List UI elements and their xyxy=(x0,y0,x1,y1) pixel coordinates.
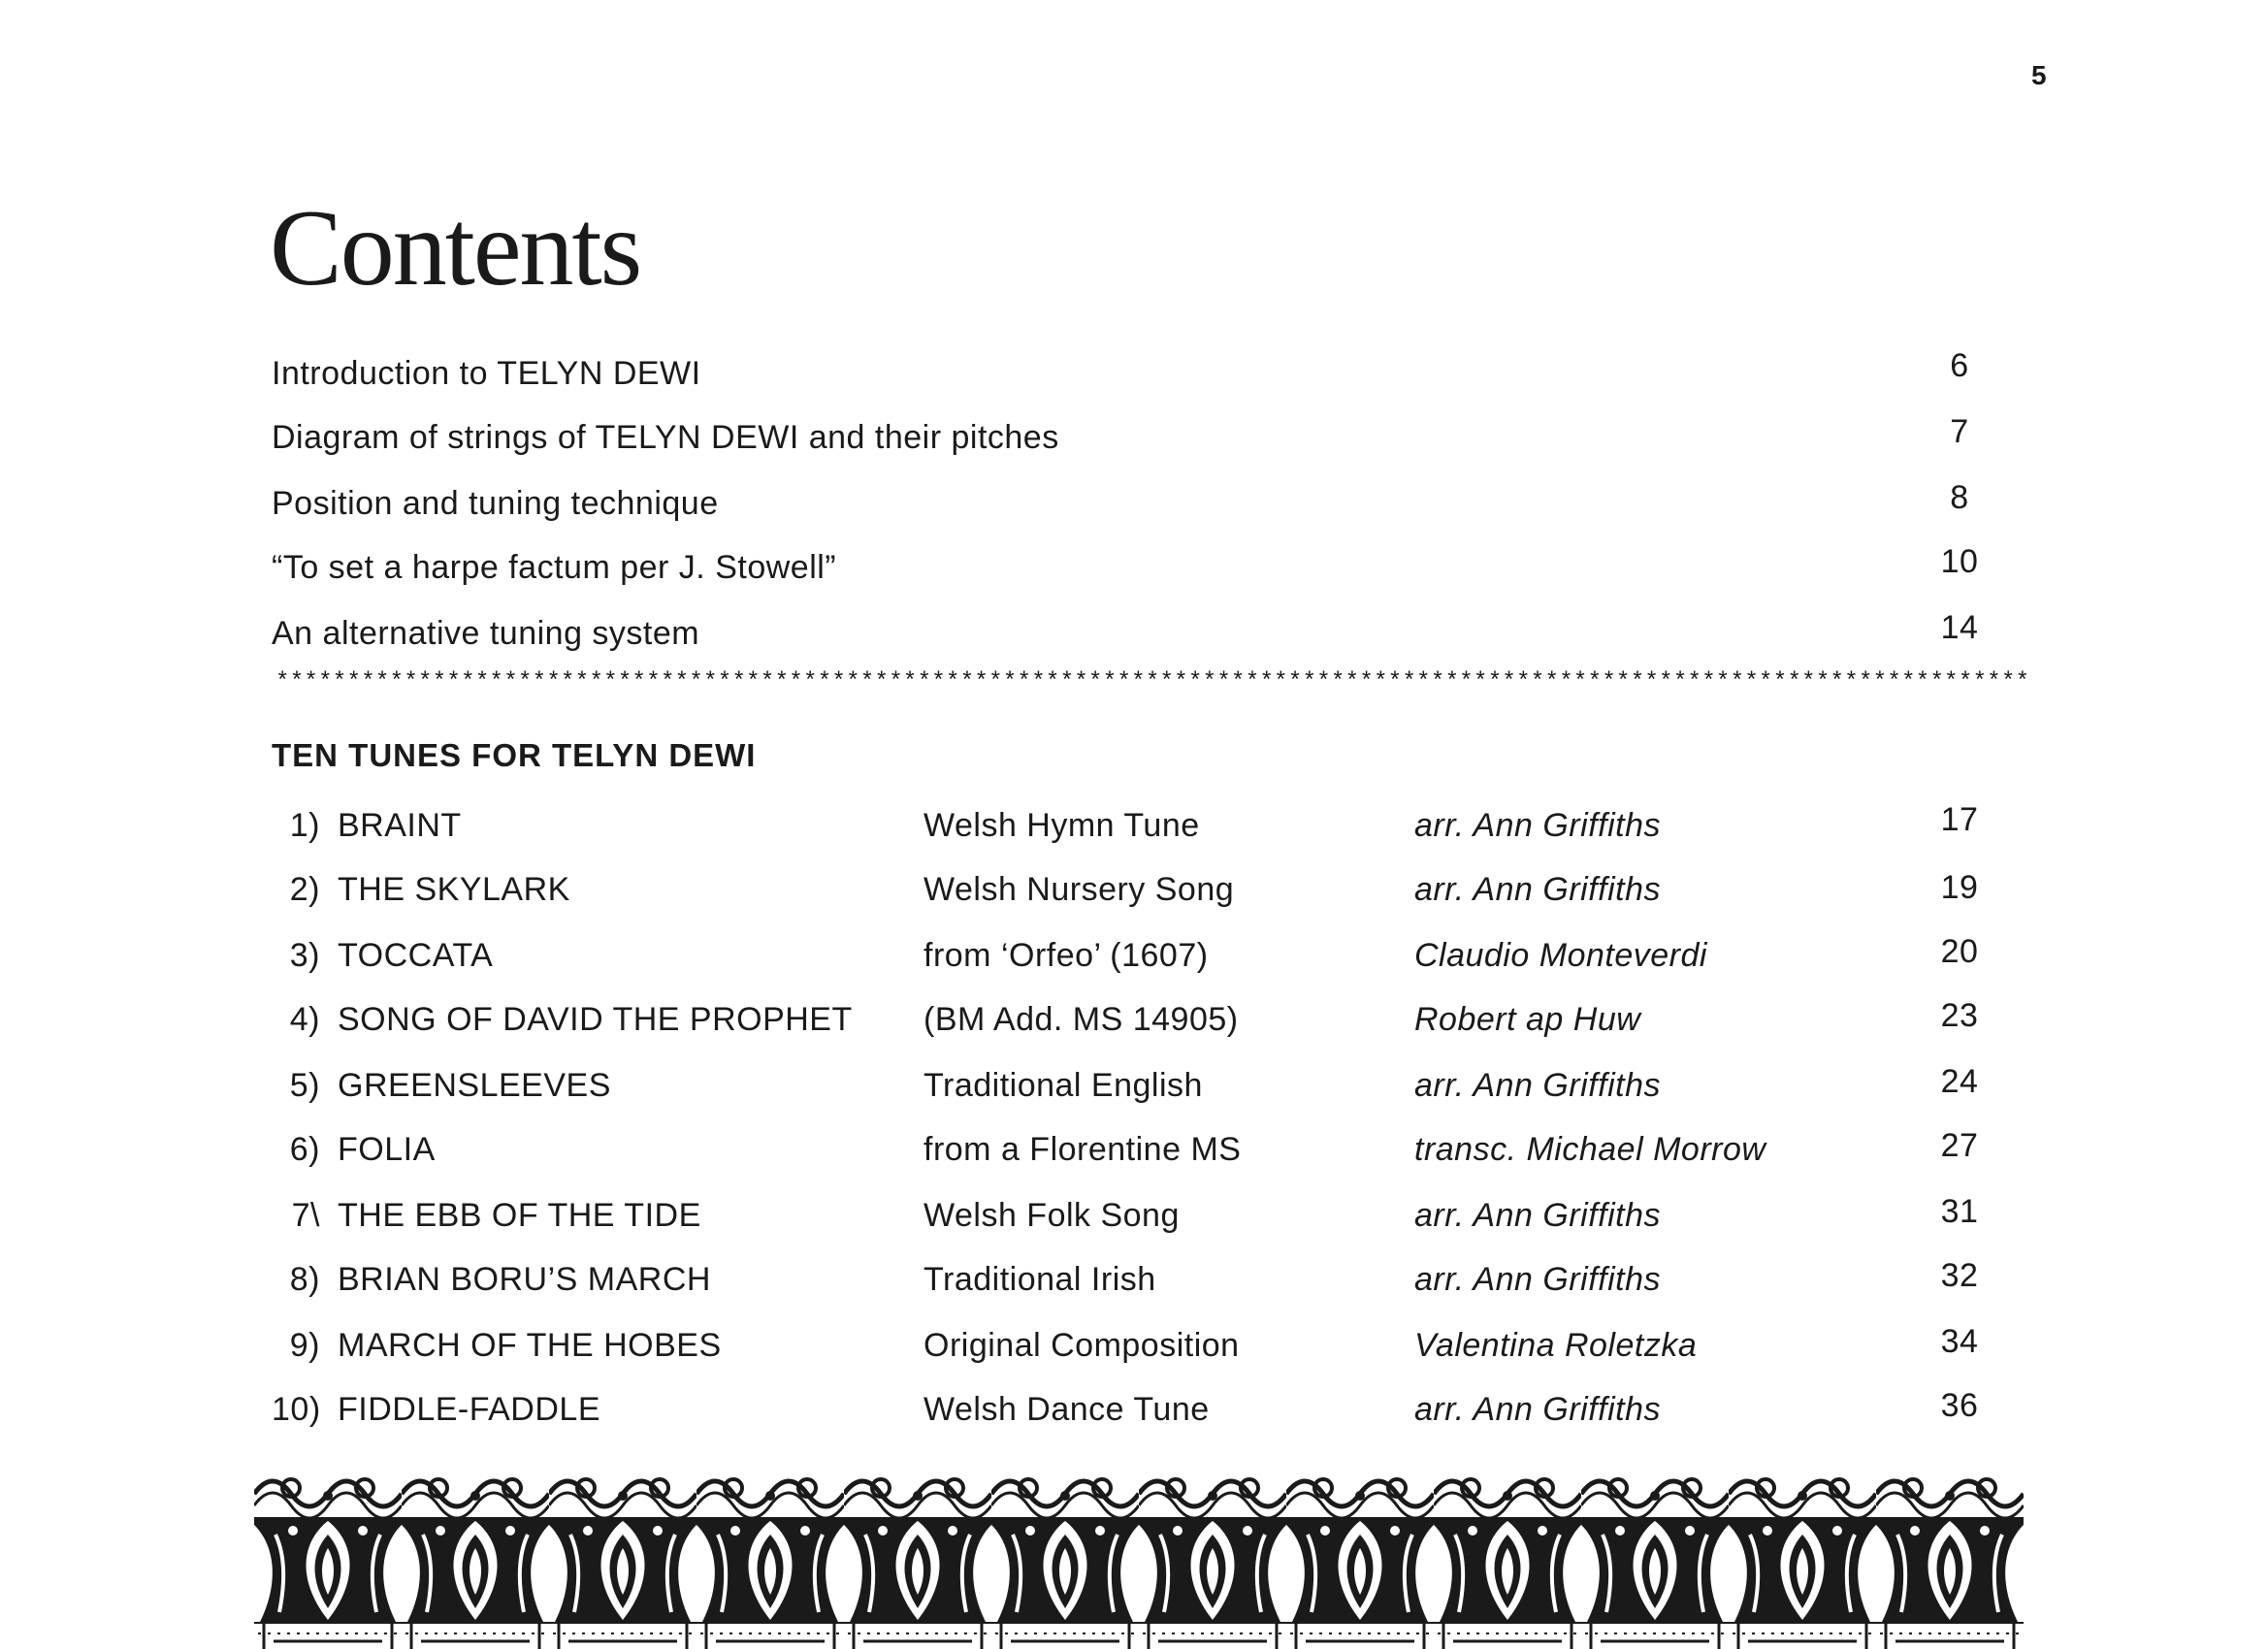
intro-item-title: “To set a harpe factum per J. Stowell” xyxy=(272,549,837,586)
tune-page: 31 xyxy=(1940,1193,1979,1230)
tune-number: 4) xyxy=(289,1001,320,1038)
tune-title: TOCCATA xyxy=(338,937,494,974)
intro-item-page: 14 xyxy=(1940,609,1979,646)
page-number: 5 xyxy=(2031,60,2047,90)
tune-row[interactable] xyxy=(0,1061,2268,1110)
tune-number: 10) xyxy=(272,1391,321,1428)
tune-number: 3) xyxy=(289,937,320,974)
intro-item[interactable] xyxy=(0,609,2268,658)
tune-row[interactable] xyxy=(0,865,2268,914)
tune-title: THE SKYLARK xyxy=(338,871,570,908)
tune-title: GREENSLEEVES xyxy=(338,1067,611,1104)
tune-row[interactable] xyxy=(0,801,2268,850)
intro-item-title: Position and tuning technique xyxy=(272,485,719,522)
tune-page: 34 xyxy=(1940,1323,1979,1360)
tune-credit: Robert ap Huw xyxy=(1414,1001,1641,1038)
intro-item-title: Diagram of strings of TELYN DEWI and their pitches xyxy=(272,419,1059,456)
tune-row[interactable] xyxy=(0,931,2268,980)
intro-item-page: 6 xyxy=(1950,347,1969,384)
intro-item[interactable] xyxy=(0,479,2268,528)
tune-number: 5) xyxy=(289,1067,320,1104)
tune-title: BRIAN BORU’S MARCH xyxy=(338,1261,711,1298)
intro-item-title: An alternative tuning system xyxy=(272,615,700,652)
page-title: Contents xyxy=(270,188,641,308)
tune-number: 2) xyxy=(289,871,320,908)
tune-row[interactable] xyxy=(0,1125,2268,1174)
tune-credit: arr. Ann Griffiths xyxy=(1414,1067,1661,1104)
tune-page: 20 xyxy=(1940,933,1979,970)
intro-item-page: 8 xyxy=(1950,479,1969,516)
tune-source: Traditional English xyxy=(923,1067,1203,1104)
tune-page: 32 xyxy=(1940,1257,1979,1294)
tune-page: 27 xyxy=(1940,1127,1979,1164)
tune-source: Original Composition xyxy=(923,1327,1240,1364)
tune-page: 23 xyxy=(1940,997,1979,1034)
separator-stars: *************************************************************************************************************************** xyxy=(275,669,2030,695)
tune-credit: arr. Ann Griffiths xyxy=(1414,1197,1661,1234)
tune-source: Welsh Dance Tune xyxy=(923,1391,1210,1428)
tune-source: Traditional Irish xyxy=(923,1261,1156,1298)
tune-credit: Valentina Roletzka xyxy=(1414,1327,1698,1364)
tune-row[interactable] xyxy=(0,1191,2268,1240)
tune-source: from ‘Orfeo’ (1607) xyxy=(923,937,1209,974)
tune-page: 19 xyxy=(1940,869,1979,906)
tune-number: 9) xyxy=(289,1327,320,1364)
section-heading: TEN TUNES FOR TELYN DEWI xyxy=(272,737,757,773)
tune-credit: arr. Ann Griffiths xyxy=(1414,1261,1661,1298)
tune-source: Welsh Hymn Tune xyxy=(923,807,1200,844)
tune-credit: arr. Ann Griffiths xyxy=(1414,1391,1661,1428)
intro-item-title: Introduction to TELYN DEWI xyxy=(272,355,701,392)
tune-number: 7\ xyxy=(291,1197,320,1234)
tune-row[interactable] xyxy=(0,1385,2268,1434)
tune-page: 36 xyxy=(1940,1387,1979,1424)
intro-item[interactable] xyxy=(0,349,2268,398)
tune-number: 8) xyxy=(289,1261,320,1298)
tune-number: 6) xyxy=(289,1131,320,1168)
intro-item-page: 7 xyxy=(1950,413,1969,450)
tune-title: MARCH OF THE HOBES xyxy=(338,1327,722,1364)
tune-row[interactable] xyxy=(0,1321,2268,1370)
tune-source: from a Florentine MS xyxy=(923,1131,1242,1168)
ornamental-border xyxy=(254,1467,2024,1649)
tune-page: 17 xyxy=(1940,801,1979,838)
tune-credit: arr. Ann Griffiths xyxy=(1414,807,1661,844)
tune-source: (BM Add. MS 14905) xyxy=(923,1001,1239,1038)
intro-item[interactable] xyxy=(0,543,2268,592)
tune-title: FOLIA xyxy=(338,1131,436,1168)
tune-credit: transc. Michael Morrow xyxy=(1414,1131,1766,1168)
tune-title: SONG OF DAVID THE PROPHET xyxy=(338,1001,853,1038)
tune-title: THE EBB OF THE TIDE xyxy=(338,1197,701,1234)
tune-number: 1) xyxy=(289,807,320,844)
tune-source: Welsh Folk Song xyxy=(923,1197,1180,1234)
tune-credit: arr. Ann Griffiths xyxy=(1414,871,1661,908)
intro-item-page: 10 xyxy=(1940,543,1979,580)
intro-item[interactable] xyxy=(0,413,2268,462)
ornamental-border-pattern xyxy=(254,1467,2024,1649)
tune-title: BRAINT xyxy=(338,807,462,844)
tune-row[interactable] xyxy=(0,1255,2268,1304)
tune-source: Welsh Nursery Song xyxy=(923,871,1235,908)
tune-row[interactable] xyxy=(0,995,2268,1044)
tune-credit: Claudio Monteverdi xyxy=(1414,937,1707,974)
tune-page: 24 xyxy=(1940,1063,1979,1100)
tune-title: FIDDLE-FADDLE xyxy=(338,1391,600,1428)
